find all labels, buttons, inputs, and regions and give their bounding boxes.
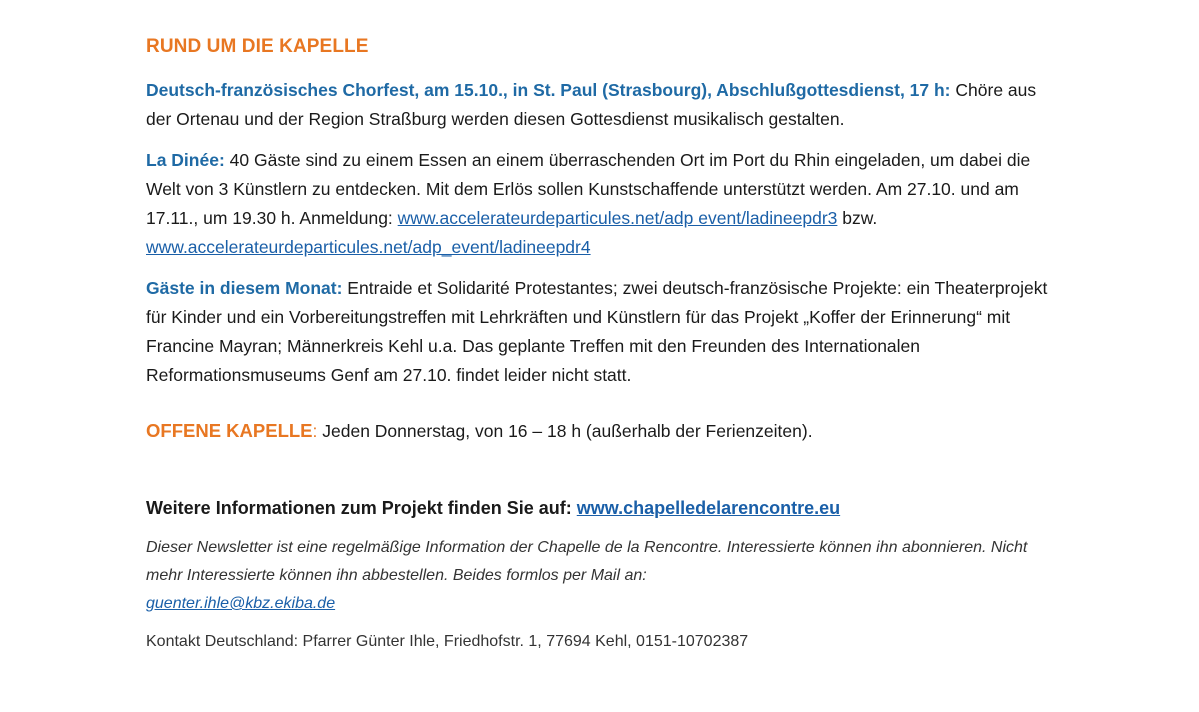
offene-kapelle-paragraph [146, 416, 1066, 446]
gaeste-text: Entraide et Solidarité Protestantes; zwei deutsch-französische Projekte: ein Theaterprojekt für Kinder und ein Vorbereitungstreffen mit Lehrkräften und Künstlern für das Projekt „Koffer der Erinnerung“ mit Francine Mayran; Männerkreis Kehl u.a. Das geplante Treffen mit den Freunden des Internationalen Reformationsmuseums Genf am 27.10. findet leider nicht statt. [146, 278, 1048, 385]
more-info-line [146, 494, 1066, 522]
chorfest-text: Chöre aus der Ortenau und der Region Straßburg werden diesen Gottesdienst musikalisch gestalten. [146, 80, 1037, 129]
dinee-lead: La Dinée: [146, 150, 225, 170]
chorfest-paragraph [146, 76, 1066, 134]
gaeste-paragraph [146, 274, 1066, 390]
dinee-paragraph [146, 146, 1066, 262]
chorfest-lead: Deutsch-französisches Chorfest, am 15.10., in St. Paul (Strasbourg), Abschlußgottesdienst, 17 h: [146, 80, 951, 100]
contact-line: Kontakt Deutschland: Pfarrer Günter Ihle, Friedhofstr. 1, 77694 Kehl, 0151-10702387 [146, 633, 749, 650]
email-link[interactable]: guenter.ihle@kbz.ekiba.de [146, 595, 336, 612]
newsletter-note [146, 534, 1066, 618]
newsletter-page [146, 36, 1066, 654]
section-title: RUND UM DIE KAPELLE [146, 36, 369, 57]
dinee-between: bzw. [837, 208, 878, 228]
dinee-link-2[interactable]: www.accelerateurdeparticules.net/adp_event/ladineepdr4 [146, 237, 591, 257]
newsletter-text: Dieser Newsletter ist eine regelmäßige Information der Chapelle de la Rencontre. Interessierte können ihn abonnieren. Nicht mehr Interessierte können ihn abbestellen. Beides formlos per Mail an: [146, 539, 1028, 584]
offene-kapelle-text: Jeden Donnerstag, von 16 – 18 h (außerhalb der Ferienzeiten). [317, 421, 813, 441]
more-info-text: Weitere Informationen zum Projekt finden Sie auf: [146, 498, 577, 518]
offene-kapelle-colon: : [312, 421, 318, 441]
website-link[interactable]: www.chapelledelarencontre.eu [576, 498, 841, 518]
gaeste-lead: Gäste in diesem Monat: [146, 278, 343, 298]
offene-kapelle-label: OFFENE KAPELLE [146, 420, 313, 441]
dinee-text: 40 Gäste sind zu einem Essen an einem überraschenden Ort im Port du Rhin eingeladen, um dabei die Welt von 3 Künstlern zu entdecken. Mit dem Erlös sollen Kunstschaffende unterstützt werden. Am 27.10. und am 17.11., um 19.30 h. Anmeldung: [146, 150, 1031, 228]
dinee-link-1[interactable]: www.accelerateurdeparticules.net/adp event/ladineepdr3 [397, 208, 838, 228]
